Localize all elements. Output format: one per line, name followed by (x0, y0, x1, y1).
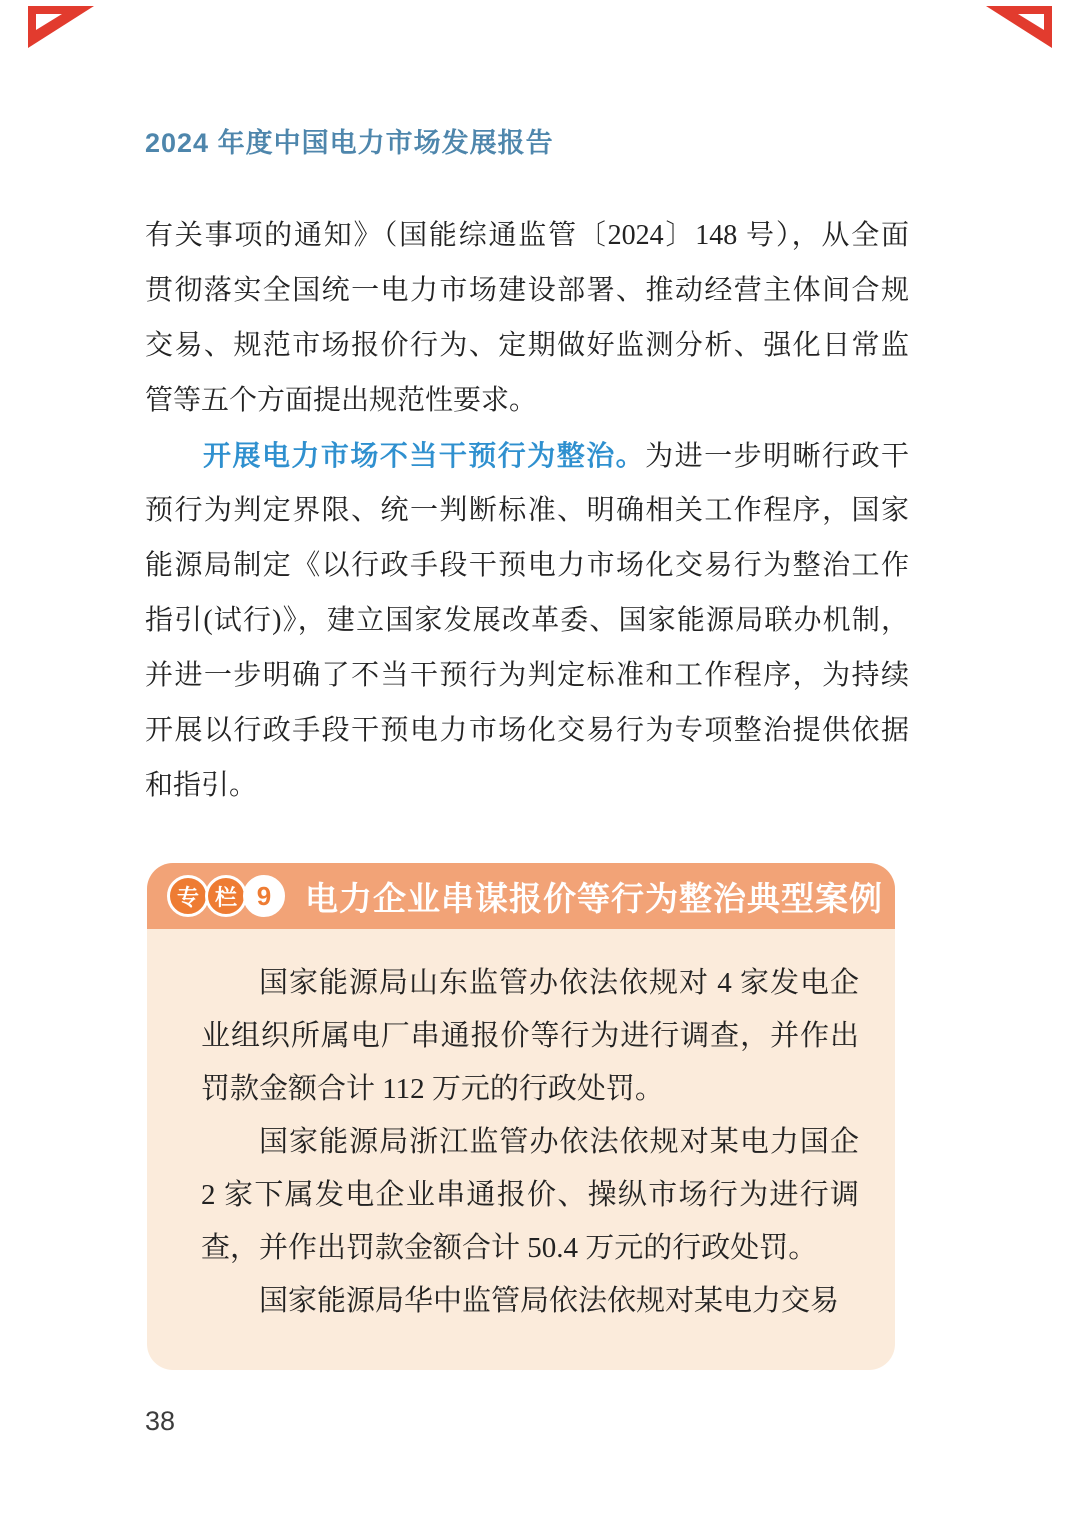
body-line: 开展以行政手段干预电力市场化交易行为专项整治提供依据 (145, 715, 909, 746)
column-badge (167, 875, 281, 917)
column-line: 业组织所属电厂串通报价等行为进行调查，并作出 (201, 1020, 859, 1052)
running-head: 2024 年度中国电力市场发展报告 (145, 128, 554, 158)
body-line: 有关事项的通知》（国能综通监管〔2024〕148 号），从全面 (145, 220, 909, 251)
corner-decoration-left (28, 6, 94, 48)
body-line: 和指引。 (145, 770, 258, 801)
body-line: 预行为判定界限、统一判断标准、明确相关工作程序，国家 (145, 495, 909, 526)
badge-circle-zhuan: 专 (167, 875, 209, 917)
highlighted-run-in-heading: 开展电力市场不当干预行为整治。 (203, 440, 646, 471)
body-line: 并进一步明确了不当干预行为判定标准和工作程序，为持续 (145, 660, 909, 691)
corner-decoration-right (986, 6, 1052, 48)
column-feature-box (147, 863, 895, 1370)
column-line: 国家能源局华中监管局依法依规对某电力交易 (259, 1285, 840, 1317)
column-line: 罚款金额合计 112 万元的行政处罚。 (201, 1073, 664, 1105)
column-line: 国家能源局山东监管办依法依规对 4 家发电企 (259, 967, 859, 999)
corner-notch-left (36, 14, 62, 30)
page-number: 38 (145, 1406, 176, 1436)
column-box-header (147, 863, 895, 929)
corner-notch-right (1018, 14, 1044, 30)
body-line: 指引(试行)》，建立国家发展改革委、国家能源局联办机制， (145, 605, 909, 636)
column-line: 国家能源局浙江监管办依法依规对某电力国企 (259, 1126, 859, 1158)
body-line: 管等五个方面提出规范性要求。 (145, 385, 538, 416)
column-box-title: 电力企业串谋报价等行为整治典型案例 (305, 879, 883, 917)
body-line-rest: 为进一步明晰行政干 (645, 441, 909, 472)
badge-circle-number: 9 (243, 875, 285, 917)
column-line: 2 家下属发电企业串通报价、操纵市场行为进行调 (201, 1179, 859, 1211)
body-text (145, 208, 909, 813)
body-line: 贯彻落实全国统一电力市场建设部署、推动经营主体间合规 (145, 275, 909, 306)
body-line-with-highlight (145, 428, 909, 483)
column-line: 查，并作出罚款金额合计 50.4 万元的行政处罚。 (201, 1232, 818, 1264)
body-line: 交易、规范市场报价行为、定期做好监测分析、强化日常监 (145, 330, 909, 361)
badge-circle-lan: 栏 (205, 875, 247, 917)
column-box-body (147, 929, 895, 1328)
body-line: 能源局制定《以行政手段干预电力市场化交易行为整治工作 (145, 550, 909, 581)
